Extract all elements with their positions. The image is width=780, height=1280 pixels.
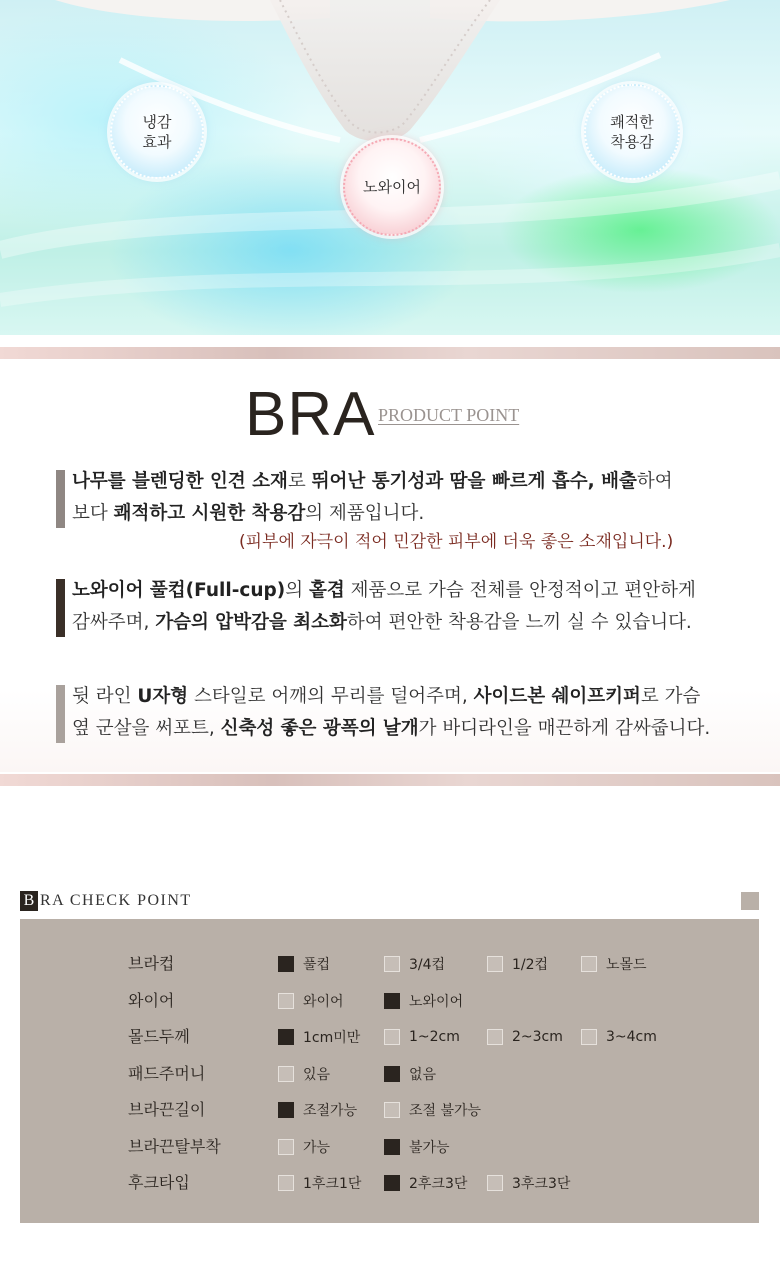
check-option — [278, 1023, 360, 1051]
body-text: 의 제품입니다. — [305, 503, 425, 524]
check-option-label: 2후크3단 — [409, 1176, 468, 1192]
check-row-label: 브라끈탈부착 — [128, 1136, 221, 1156]
p1-line2 — [72, 498, 673, 530]
body-text: 옆 군살을 써포트, — [72, 718, 221, 739]
check-option-label: 조절가능 — [303, 1103, 358, 1119]
no-wire-label: 노와이어 — [363, 178, 421, 196]
unchecked-box — [278, 993, 294, 1009]
checked-box — [278, 1029, 294, 1045]
check-option — [278, 950, 330, 978]
material-note: (피부에 자극이 적어 민감한 피부에 더욱 좋은 소재입니다.) — [239, 532, 674, 552]
check-point-title-initial: B — [20, 891, 38, 911]
check-option-label: 1cm미만 — [303, 1030, 361, 1046]
checked-box — [278, 1102, 294, 1118]
body-text: 의 — [285, 580, 309, 601]
unchecked-box — [487, 1029, 503, 1045]
body-text: 로 — [287, 471, 312, 492]
body-text: 하여 편안한 착용감을 느끼 실 수 있습니다. — [346, 612, 692, 633]
check-option — [278, 1133, 330, 1161]
check-option-label: 가능 — [303, 1139, 331, 1156]
unchecked-box — [581, 956, 597, 972]
comfort-fit-label: 쾌적한 착용감 — [610, 113, 654, 151]
check-option — [278, 1060, 330, 1088]
check-option — [581, 1023, 657, 1051]
check-row — [20, 1060, 759, 1088]
checked-box — [384, 1139, 400, 1155]
p1-line1 — [72, 466, 673, 498]
p3-line1 — [72, 681, 710, 713]
check-point-title — [20, 891, 192, 911]
emphasis-text: 나무를 블렌딩한 인견 소재 — [72, 471, 288, 492]
point-paragraph-1-text — [72, 466, 673, 530]
check-option — [278, 1169, 361, 1197]
check-row-label: 패드주머니 — [128, 1063, 206, 1083]
paragraph-marker — [56, 685, 65, 743]
top-divider-band — [0, 347, 780, 359]
check-row-label: 브라끈길이 — [128, 1100, 206, 1119]
p2-line2 — [72, 607, 696, 639]
hero-banner — [0, 0, 780, 335]
check-option — [278, 1096, 357, 1124]
check-option-label: 노몰드 — [606, 957, 647, 973]
unchecked-box — [487, 956, 503, 972]
emphasis-text: 홑겹 — [308, 580, 345, 601]
checked-box — [384, 993, 400, 1009]
unchecked-box — [384, 1029, 400, 1045]
point-paragraph-2-text — [72, 575, 696, 639]
bottom-divider-band — [0, 774, 780, 786]
p2-line1 — [72, 575, 696, 607]
check-option-label: 1/2컵 — [512, 957, 549, 973]
body-text: 스타일로 어깨의 무리를 덜어주며, — [188, 686, 474, 707]
check-option — [278, 987, 344, 1015]
product-point-subtitle: PRODUCT POINT — [378, 405, 520, 425]
check-option-label: 1후크1단 — [303, 1176, 362, 1192]
paragraph-marker — [56, 579, 65, 637]
checked-box — [384, 1066, 400, 1082]
check-row-label: 와이어 — [128, 990, 175, 1010]
check-row-label: 브라컵 — [128, 954, 175, 973]
body-text: 감싸주며, — [72, 612, 156, 633]
product-title: BRA — [245, 380, 376, 449]
check-option-label: 3~4cm — [606, 1029, 657, 1045]
checked-box — [384, 1175, 400, 1191]
check-point-title-text: RA CHECK POINT — [40, 892, 192, 909]
check-option-label: 3/4컵 — [409, 957, 446, 973]
emphasis-text: 쾌적하고 시원한 착용감 — [113, 503, 306, 524]
check-option — [384, 987, 463, 1015]
check-point-corner-square — [741, 892, 759, 910]
check-option — [384, 1169, 467, 1197]
check-option — [581, 950, 647, 978]
check-row — [20, 1169, 759, 1197]
check-option-label: 노와이어 — [409, 993, 464, 1010]
check-option-label: 2~3cm — [512, 1029, 563, 1045]
unchecked-box — [384, 1102, 400, 1118]
unchecked-box — [581, 1029, 597, 1045]
cooling-effect-label: 냉감 효과 — [142, 113, 172, 151]
check-row — [20, 1133, 759, 1161]
check-option-label: 와이어 — [303, 993, 344, 1010]
no-wire-badge — [343, 138, 441, 236]
comfort-fit-badge — [584, 84, 680, 180]
check-option — [487, 1023, 563, 1051]
check-option — [384, 950, 445, 978]
emphasis-text: 신축성 좋은 광폭의 날개 — [220, 718, 419, 739]
body-text: 뒷 라인 — [72, 686, 138, 707]
body-text: 제품으로 가슴 전체를 안정적이고 편안하게 — [344, 580, 696, 601]
emphasis-text: 노와이어 풀컵(Full-cup) — [72, 580, 286, 601]
check-option — [384, 1060, 436, 1088]
body-text: 가 바디라인을 매끈하게 감싸줍니다. — [418, 718, 711, 739]
unchecked-box — [278, 1066, 294, 1082]
unchecked-box — [278, 1139, 294, 1155]
check-row — [20, 1096, 759, 1124]
body-text: 하여 — [636, 471, 673, 492]
emphasis-text: U자형 — [137, 686, 189, 707]
body-text: 로 가슴 — [640, 686, 701, 707]
check-row — [20, 950, 759, 978]
emphasis-text: 뛰어난 통기성과 땀을 빠르게 흡수, 배출 — [311, 471, 637, 492]
check-option-label: 불가능 — [409, 1139, 450, 1156]
check-option — [384, 1133, 450, 1161]
check-option-label: 있음 — [303, 1066, 331, 1083]
body-text: 보다 — [72, 503, 114, 524]
check-option — [487, 1169, 570, 1197]
cooling-effect-badge — [110, 85, 204, 179]
check-option-label: 1~2cm — [409, 1029, 460, 1045]
unchecked-box — [384, 956, 400, 972]
unchecked-box — [487, 1175, 503, 1191]
emphasis-text: 사이드본 쉐이프키퍼 — [473, 686, 641, 707]
check-option — [384, 1096, 481, 1124]
check-option — [487, 950, 548, 978]
check-option-label: 풀컵 — [303, 957, 331, 973]
check-row — [20, 987, 759, 1015]
check-row-label: 몰드두께 — [128, 1027, 190, 1046]
check-option-label: 없음 — [409, 1066, 437, 1083]
unchecked-box — [278, 1175, 294, 1191]
check-option — [384, 1023, 460, 1051]
emphasis-text: 가슴의 압박감을 최소화 — [155, 612, 347, 633]
point-paragraph-3-text — [72, 681, 710, 745]
check-option-label: 조절 불가능 — [409, 1103, 482, 1119]
check-row-label: 후크타입 — [128, 1173, 190, 1192]
p3-line2 — [72, 713, 710, 745]
checked-box — [278, 956, 294, 972]
check-option-label: 3후크3단 — [512, 1176, 571, 1192]
paragraph-marker — [56, 470, 65, 528]
check-point-panel — [20, 919, 759, 1223]
check-row — [20, 1023, 759, 1051]
